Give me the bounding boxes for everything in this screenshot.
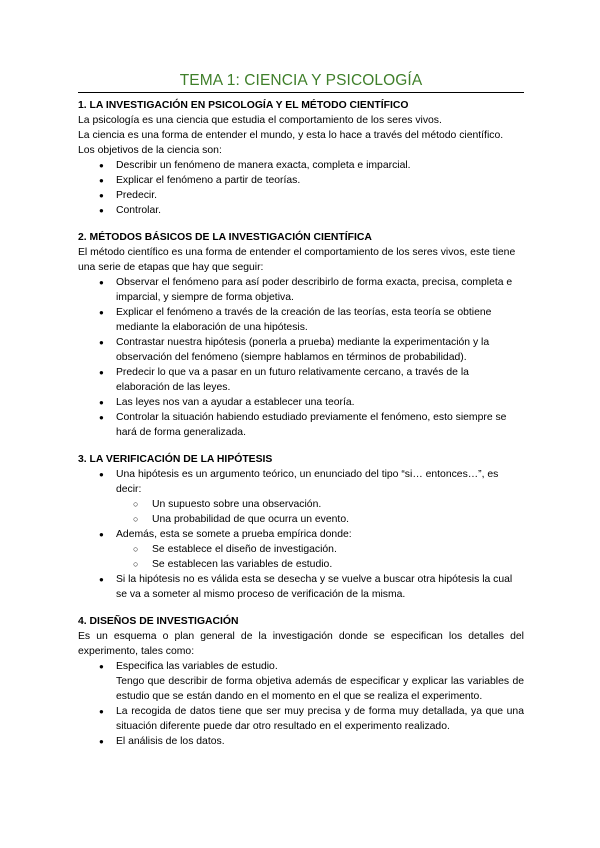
list-item [78, 659, 524, 704]
section-3 [78, 452, 524, 602]
list-item: ● Contrastar nuestra hipótesis (ponerla a prueba) mediante la experimentación y la observación del fenómeno (siempre hablamos en términos de probabilidad). [78, 335, 524, 365]
section-1-paragraph-3: Los objetivos de la ciencia son: [78, 145, 222, 156]
design-list [78, 659, 524, 749]
list-item: ● Predecir lo que va a pasar en un futuro relativamente cercano, a través de la elaboración de las leyes. [78, 365, 524, 395]
document-body [78, 98, 524, 761]
list-item-detail: Tengo que describir de forma objetiva además de especificar y explicar las variables de estudio que se están dando en el momento en el que se realiza el experimento. [116, 676, 524, 702]
list-item: ● Explicar el fenómeno a partir de teorías. [78, 173, 524, 188]
section-1-paragraph-2: La ciencia es una forma de entender el mundo, y esta lo hace a través del método científico. [78, 130, 504, 141]
section-2 [78, 230, 524, 440]
list-item: ● El análisis de los datos. [78, 734, 524, 749]
list-item: ● Las leyes nos van a ayudar a establecer una teoría. [78, 395, 524, 410]
list-item: ● Explicar el fenómeno a través de la creación de las teorías, esta teoría se obtiene mediante la elaboración de una hipótesis. [78, 305, 524, 335]
section-4 [78, 614, 524, 749]
list-item: ● Predecir. [78, 188, 524, 203]
sub-list-item: ○ Una probabilidad de que ocurra un evento. [116, 512, 524, 527]
list-item: ● Describir un fenómeno de manera exacta, completa e imparcial. [78, 158, 524, 173]
title-underline [78, 92, 524, 93]
list-item-text: Una hipótesis es un argumento teórico, un enunciado del tipo “si… entonces…”, es decir: [116, 469, 499, 495]
list-item: ● Controlar. [78, 203, 524, 218]
list-item [78, 527, 524, 572]
list-item [78, 467, 524, 527]
sub-list-item: ○ Se establecen las variables de estudio. [116, 557, 524, 572]
hypothesis-list [78, 467, 524, 602]
list-item-text: ● Especifica las variables de estudio. [116, 661, 278, 672]
list-item: ● Si la hipótesis no es válida esta se desecha y se vuelve a buscar otra hipótesis la cual se va a someter al mismo proceso de verificación de la misma. [78, 572, 524, 602]
section-1 [78, 98, 524, 218]
section-3-heading: 3. LA VERIFICACIÓN DE LA HIPÓTESIS [78, 454, 273, 465]
list-item-text: Además, esta se somete a prueba empírica donde: [116, 529, 352, 540]
section-1-paragraph-1: La psicología es una ciencia que estudia el comportamiento de los seres vivos. [78, 115, 442, 126]
sub-list-item: ○ Se establece el diseño de investigación. [116, 542, 524, 557]
section-2-paragraph-1: El método científico es una forma de entender el comportamiento de los seres vivos, este tiene una serie de etapas que hay que seguir: [78, 247, 516, 273]
sub-list [116, 542, 524, 572]
section-4-heading: 4. DISEÑOS DE INVESTIGACIÓN [78, 616, 239, 627]
list-item: ● La recogida de datos tiene que ser muy precisa y de forma muy detallada, ya que una situación diferente puede dar otro resultado en el experimento realizado. [78, 704, 524, 734]
list-item: ● Observar el fenómeno para así poder describirlo de forma exacta, precisa, completa e imparcial, y siempre de forma objetiva. [78, 275, 524, 305]
list-item: ● Controlar la situación habiendo estudiado previamente el fenómeno, esto siempre se hará de forma generalizada. [78, 410, 524, 440]
section-2-heading: 2. MÉTODOS BÁSICOS DE LA INVESTIGACIÓN CIENTÍFICA [78, 232, 372, 243]
sub-list-item: ○ Un supuesto sobre una observación. [116, 497, 524, 512]
section-1-heading: 1. LA INVESTIGACIÓN EN PSICOLOGÍA Y EL MÉTODO CIENTÍFICO [78, 100, 409, 111]
objectives-list [78, 158, 524, 218]
page-title: TEMA 1: CIENCIA Y PSICOLOGÍA [179, 72, 423, 89]
stages-list [78, 275, 524, 440]
section-4-paragraph-1: Es un esquema o plan general de la investigación donde se especifican los detalles del experimento, tales como: [78, 631, 524, 657]
sub-list [116, 497, 524, 527]
